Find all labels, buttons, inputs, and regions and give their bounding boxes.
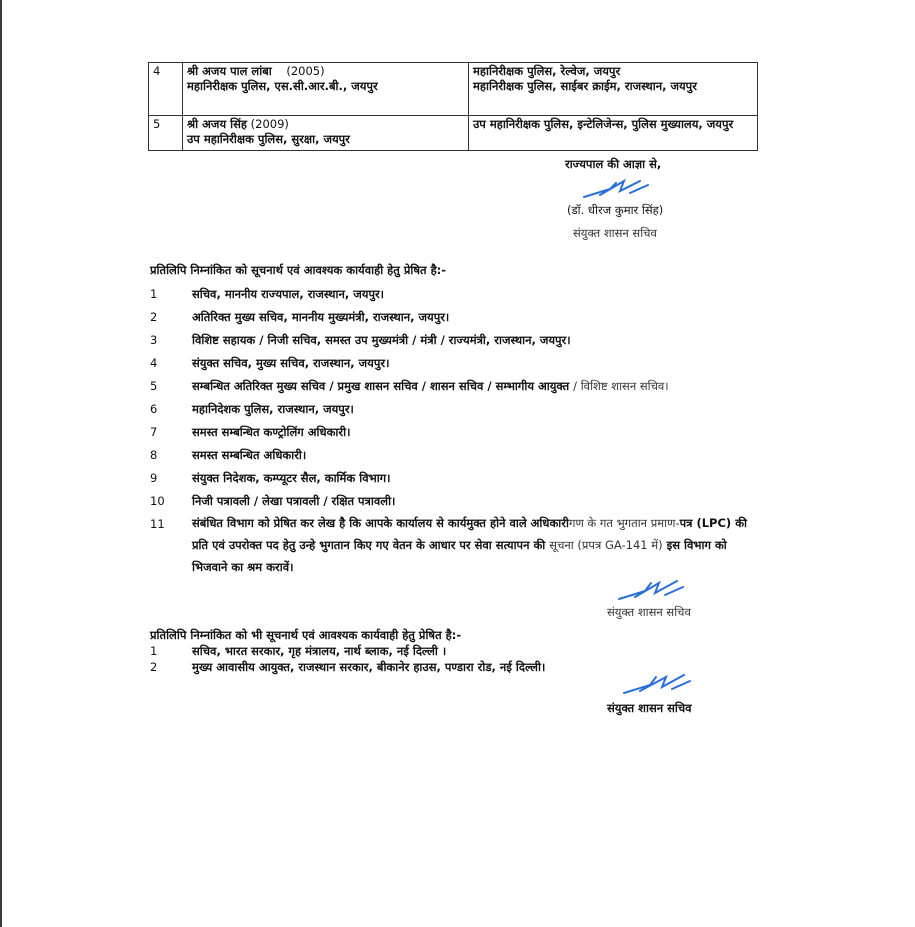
- new-posting: महानिरीक्षक पुलिस, रेल्वेज, जयपुर: [473, 64, 621, 78]
- new-posting: उप महानिरीक्षक पुलिस, इन्टेलिजेन्स, पुलिस मुख्यालय, जयपुर: [473, 117, 734, 131]
- new-posting-cell: [469, 63, 758, 116]
- additional-charge: महानिरीक्षक पुलिस, साईबर क्राईम, राजस्थान, जयपुर: [473, 79, 697, 93]
- transfer-table: [148, 62, 758, 151]
- order-by-governor: राज्यपाल की आज्ञा से,: [565, 157, 662, 171]
- table-row: [149, 116, 758, 151]
- officer-cell: [183, 63, 469, 116]
- officer-name: श्री अजय पाल लांबा: [187, 64, 272, 78]
- row-number: 5: [149, 116, 183, 151]
- row-number: 4: [149, 63, 183, 116]
- batch-year: (2005): [286, 64, 325, 78]
- officer-name: श्री अजय सिंह: [187, 117, 247, 131]
- new-posting-cell: [469, 116, 758, 151]
- signatory-designation: संयुक्त शासन सचिव: [573, 226, 657, 240]
- batch-year: (2009): [250, 117, 289, 131]
- current-post: उप महानिरीक्षक पुलिस, सुरक्षा, जयपुर: [187, 132, 350, 146]
- signatory-name: (डॉ. धीरज कुमार सिंह): [567, 203, 664, 217]
- officer-cell: [183, 116, 469, 151]
- signature-icon: [620, 667, 692, 697]
- signature-icon: [580, 175, 650, 201]
- copy-heading: प्रतिलिपि निम्नांकित को भी सूचनार्थ एवं आवश्यक कार्यवाही हेतु प्रेषित है:-: [150, 628, 462, 642]
- current-post: महानिरीक्षक पुलिस, एस.सी.आर.बी., जयपुर: [187, 79, 378, 93]
- signature-designation: संयुक्त शासन सचिव: [607, 605, 691, 619]
- copy-heading: प्रतिलिपि निम्नांकित को सूचनार्थ एवं आवश्यक कार्यवाही हेतु प्रेषित है:-: [150, 263, 447, 277]
- signature-designation: संयुक्त शासन सचिव: [607, 701, 692, 715]
- table-row: [149, 63, 758, 116]
- signature-icon: [615, 575, 685, 603]
